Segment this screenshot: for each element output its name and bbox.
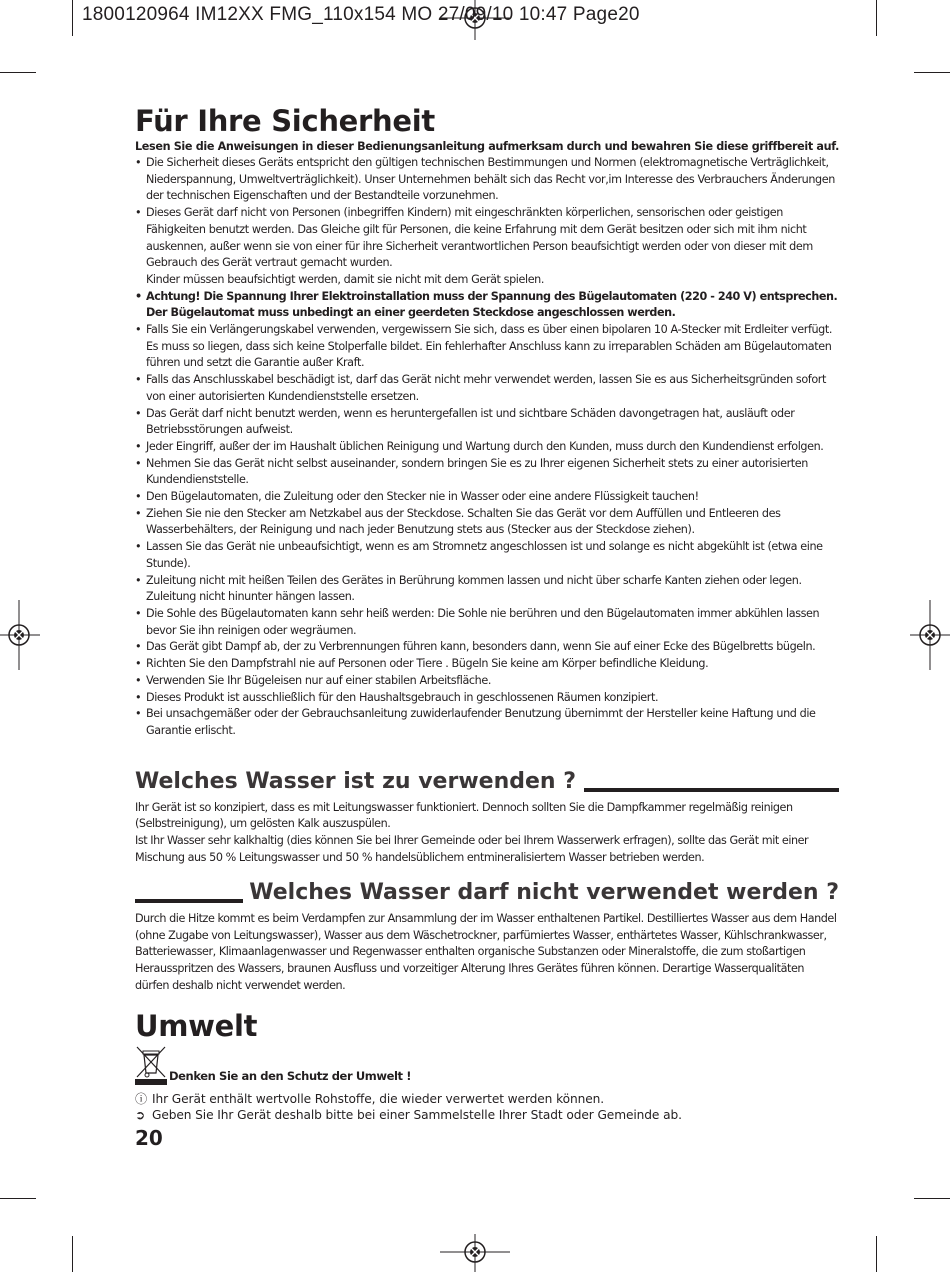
safety-title: Für Ihre Sicherheit bbox=[135, 104, 435, 138]
bullet-text: Jeder Eingriff, außer der im Haushalt üblichen Reinigung und Wartung durch den Kunden, muss durch den Kundendienst erfolgen. bbox=[146, 439, 824, 453]
safety-bullet-item bbox=[135, 673, 839, 690]
safety-bullet-item bbox=[135, 539, 839, 572]
bullet-dot-icon: • bbox=[135, 640, 142, 654]
arrow-line bbox=[135, 1107, 839, 1124]
safety-bullet-item bbox=[135, 155, 839, 205]
water-paragraph: Ihr Gerät ist so konzipiert, dass es mit Leitungswasser funktioniert. Dennoch sollten Sie die Dampfkammer regelmäßig reinigen (Selbstreinigung), um gelösten Kalk auszuspülen. bbox=[135, 800, 793, 831]
bullet-dot-icon: • bbox=[135, 673, 142, 687]
safety-bullet-item bbox=[135, 606, 839, 639]
registration-mark-icon bbox=[910, 600, 950, 670]
bullet-dot-icon: • bbox=[135, 406, 142, 420]
crop-mark bbox=[876, 0, 877, 36]
bullet-text: Achtung! Die Spannung Ihrer Elektroinstallation muss der Spannung des Bügelautomaten (220 - 240 V) entsprechen. Der Bügelautomat muss unbedingt an einer geerdeten Steckdose angeschlossen werden. bbox=[146, 289, 838, 320]
safety-bullet-item bbox=[135, 690, 839, 707]
bullet-text: Richten Sie den Dampfstrahl nie auf Personen oder Tiere . Bügeln Sie keine am Körper befindliche Kleidung. bbox=[146, 657, 709, 671]
heading-rule bbox=[135, 899, 243, 903]
environment-row bbox=[135, 1045, 839, 1085]
bullet-text: Zuleitung nicht mit heißen Teilen des Gerätes in Berührung kommen lassen und nicht über scharfe Kanten ziehen oder legen. Zuleitung nicht hinunter hängen lassen. bbox=[146, 573, 802, 604]
safety-bullet-list bbox=[135, 155, 839, 740]
printer-header: 1800120964 IM12XX FMG_110x154 MO 27/09/10 10:47 Page20 bbox=[82, 4, 640, 25]
safety-intro: Lesen Sie die Anweisungen in dieser Bedienungsanleitung aufmerksam durch und bewahren Sie diese griffbereit auf. bbox=[135, 140, 839, 153]
crop-mark bbox=[0, 72, 36, 73]
safety-bullet-item bbox=[135, 456, 839, 489]
crop-mark bbox=[72, 1236, 73, 1272]
bullet-extra-text: Kinder müssen beaufsichtigt werden, damit sie nicht mit dem Gerät spielen. bbox=[146, 272, 545, 286]
crop-mark bbox=[914, 72, 950, 73]
bullet-text: Falls das Anschlusskabel beschädigt ist, darf das Gerät nicht mehr verwendet werden, lassen Sie es aus Sicherheitsgründen sofort von einer autorisierten Kundendienststelle ersetzen. bbox=[146, 373, 826, 403]
bullet-text: Ziehen Sie nie den Stecker am Netzkabel aus der Steckdose. Schalten Sie das Gerät vor dem Auffüllen und Entleeren des Wasserbehälters, der Reinigung und nach jeder Benutzung stets aus (Stecker aus der Steckdose ziehen). bbox=[146, 506, 781, 537]
bullet-dot-icon: • bbox=[135, 323, 142, 337]
safety-bullet-item bbox=[135, 205, 839, 289]
bullet-text: Dieses Gerät darf nicht von Personen (inbegriffen Kindern) mit eingeschränkten körperlichen, sensorischen oder geistigen Fähigkeiten benutzt werden. Das Gleiche gilt für Personen, die keine Erfahrung mit dem Gerät besitzen oder sich mit ihm nicht auskennen, außer wenn sie von einer für ihre Sicherheit verantwortlichen Person beaufsichtigt werden oder von dieser mit dem Gebrauch des Gerät vertraut gemacht wurden. bbox=[146, 206, 813, 270]
page-number: 20 bbox=[135, 1125, 163, 1150]
no-water-paragraph: Durch die Hitze kommt es beim Verdampfen zur Ansammlung der im Wasser enthaltenen Partikel. Destilliertes Wasser aus dem Handel (ohne Zugabe von Leitungswasser), Wasser aus dem Wäschetrockner, parfümiertes Wasser, enthärtetes Wasser, Kühlschrankwasser, Batteriewasser, Klimaanlagenwasser und Regenwasser enthalten organische Substanzen oder Mineralstoffe, die zum stoßartigen Herausspritzen des Wassers, braunen Ausfluss und vorzeitiger Alterung Ihres Gerätes führen können. Derartige Wasserqualitäten dürfen deshalb nicht verwendet werden. bbox=[135, 911, 837, 992]
bullet-dot-icon: • bbox=[135, 573, 142, 587]
bullet-text: Falls Sie ein Verlängerungskabel verwenden, vergewissern Sie sich, dass es über einen bipolaren 10 A-Stecker mit Erdleiter verfügt. Es muss so liegen, dass sich keine Stolperfalle bildet. Ein fehlerhafter Anschluss kann zu irreparablen Schäden am Bügelautomaten führen und setzt die Garantie außer Kraft. bbox=[146, 323, 833, 370]
heading-rule bbox=[584, 788, 839, 792]
safety-bullet-item bbox=[135, 489, 839, 506]
safety-bullet-item bbox=[135, 372, 839, 405]
bullet-dot-icon: • bbox=[135, 206, 142, 220]
bullet-text: Lassen Sie das Gerät nie unbeaufsichtigt, wenn es am Stromnetz angeschlossen ist und solange es nicht abgekühlt ist (etwa eine Stunde). bbox=[146, 540, 823, 570]
bullet-text: Den Bügelautomaten, die Zuleitung oder den Stecker nie in Wasser oder eine andere Flüssigkeit tauchen! bbox=[146, 490, 699, 504]
crop-mark bbox=[914, 1198, 950, 1199]
bullet-dot-icon: • bbox=[135, 289, 142, 303]
bullet-dot-icon: • bbox=[135, 490, 142, 504]
bullet-text: Das Gerät gibt Dampf ab, der zu Verbrennungen führen kann, besonders dann, wenn Sie auf einer Ecke des Bügelbretts bügeln. bbox=[146, 640, 816, 654]
water-heading-row bbox=[135, 768, 839, 796]
info-text: Ihr Gerät enthält wertvolle Rohstoffe, die wieder verwertet werden können. bbox=[152, 1091, 605, 1106]
bullet-text: Nehmen Sie das Gerät nicht selbst auseinander, sondern bringen Sie es zu Ihrer eigenen Sicherheit stets zu einer autorisierten Kundendienststelle. bbox=[146, 456, 808, 487]
water-paragraph: Ist Ihr Wasser sehr kalkhaltig (dies können Sie bei Ihrer Gemeinde oder bei Ihrem Wasserwerk erfragen), sollte das Gerät mit einer Mischung aus 50 % Leitungswasser und 50 % handelsüblichem entmineralisiertem Wasser betrieben werden. bbox=[135, 834, 809, 864]
arrow-text: Geben Sie Ihr Gerät deshalb bitte bei einer Sammelstelle Ihrer Stadt oder Gemeinde ab. bbox=[152, 1108, 682, 1123]
arrow-icon: ➲ bbox=[135, 1108, 146, 1123]
info-icon: ⓘ bbox=[135, 1091, 148, 1106]
bullet-dot-icon: • bbox=[135, 456, 142, 470]
bullet-text: Verwenden Sie Ihr Bügeleisen nur auf einer stabilen Arbeitsfläche. bbox=[146, 673, 491, 687]
safety-bullet-item bbox=[135, 506, 839, 539]
bullet-text: Bei unsachgemäßer oder der Gebrauchsanleitung zuwiderlaufender Benutzung übernimmt der Hersteller keine Haftung und die Garantie erlischt. bbox=[146, 707, 816, 737]
bullet-dot-icon: • bbox=[135, 439, 142, 453]
no-water-title: Welches Wasser darf nicht verwendet werden ? bbox=[249, 879, 839, 905]
crop-mark bbox=[876, 1236, 877, 1272]
bullet-dot-icon: • bbox=[135, 156, 142, 169]
bullet-dot-icon: • bbox=[135, 657, 142, 671]
safety-bullet-item bbox=[135, 289, 839, 322]
environment-title: Umwelt bbox=[135, 1008, 258, 1043]
bullet-dot-icon: • bbox=[135, 707, 142, 721]
environment-label: Denken Sie an den Schutz der Umwelt ! bbox=[169, 1068, 412, 1083]
bullet-dot-icon: • bbox=[135, 506, 142, 520]
bullet-dot-icon: • bbox=[135, 690, 142, 704]
safety-bullet-item bbox=[135, 406, 839, 439]
bullet-dot-icon: • bbox=[135, 540, 142, 554]
bullet-text: Die Sohle des Bügelautomaten kann sehr heiß werden: Die Sohle nie berühren und den Bügelautomaten immer abkühlen lassen bevor Sie ihn reinigen oder wegräumen. bbox=[146, 606, 820, 637]
bullet-text: Dieses Produkt ist ausschließlich für den Haushaltsgebrauch in geschlossenen Räumen konzipiert. bbox=[146, 690, 659, 704]
safety-bullet-item bbox=[135, 573, 839, 606]
registration-mark-icon bbox=[0, 600, 40, 670]
no-water-heading-row bbox=[135, 879, 839, 907]
crop-mark bbox=[0, 1198, 36, 1199]
crop-mark bbox=[72, 0, 73, 36]
bullet-text: Das Gerät darf nicht benutzt werden, wenn es heruntergefallen ist und sichtbare Schäden davongetragen hat, ausläuft oder Betriebsstörungen aufweist. bbox=[146, 406, 795, 437]
registration-mark-icon bbox=[440, 1234, 510, 1272]
water-title: Welches Wasser ist zu verwenden ? bbox=[135, 768, 576, 794]
bullet-dot-icon: • bbox=[135, 606, 142, 620]
bullet-text: Die Sicherheit dieses Geräts entspricht den gültigen technischen Bestimmungen und Normen (elektromagnetische Verträglichkeit, Niederspannung, Umweltverträglichkeit). Unser Unternehmen behält sich das Recht vor,im Interesse des Verbrauchers Änderungen der technischen Eigenschaften und der Bestandteile vorzunehmen. bbox=[146, 156, 835, 203]
safety-bullet-item bbox=[135, 639, 839, 656]
page-content bbox=[135, 104, 839, 1150]
crossed-out-wheelie-bin-icon bbox=[135, 1045, 167, 1085]
safety-bullet-item bbox=[135, 322, 839, 372]
safety-bullet-item bbox=[135, 706, 839, 739]
safety-bullet-item bbox=[135, 656, 839, 673]
info-line bbox=[135, 1091, 839, 1108]
bullet-dot-icon: • bbox=[135, 373, 142, 387]
safety-bullet-item bbox=[135, 439, 839, 456]
